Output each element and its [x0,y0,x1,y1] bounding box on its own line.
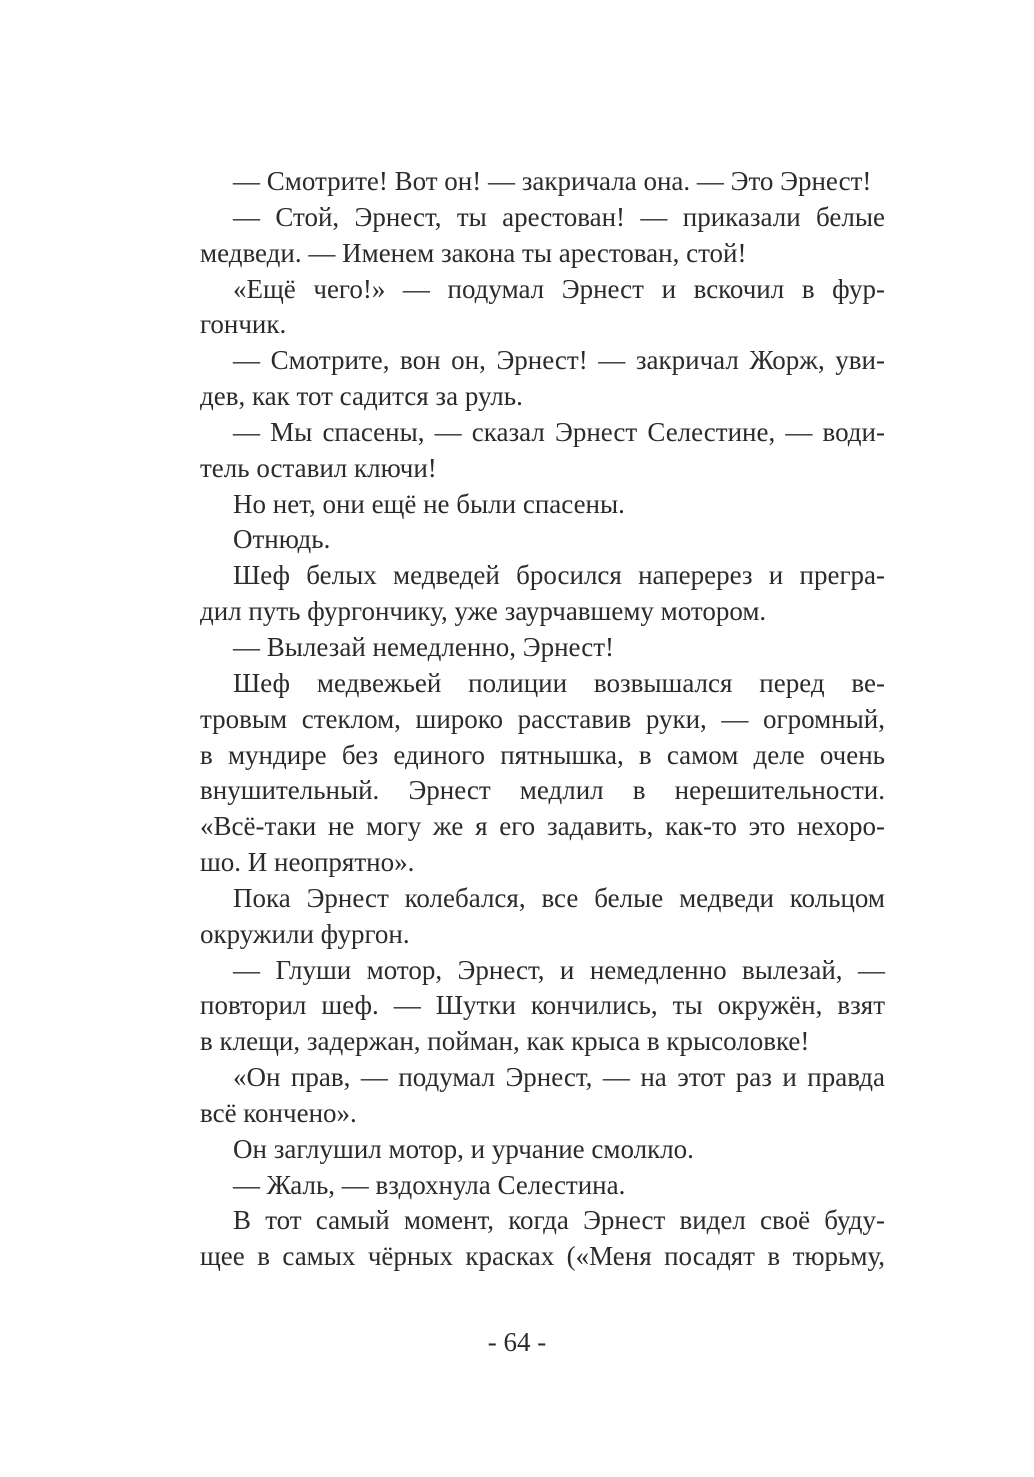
text-line: дев, как тот садится за руль. [200,381,523,412]
text-line: в клещи, задержан, пойман, как крыса в крысоловке! [200,1026,810,1057]
body-text [200,164,885,1275]
text-line: тровым стеклом, широко расставив руки, — огромный, [200,703,885,734]
text-line: окружили фургон. [200,918,410,949]
text-line: — Глуши мотор, Эрнест, и немедленно вылезай, — [233,954,885,985]
text-line: медведи. — Именем закона ты арестован, стой! [200,237,747,268]
text-line: — Жаль, — вздохнула Селестина. [233,1169,626,1200]
text-line: шо. И неопрятно». [200,847,415,878]
text-line: Он заглушил мотор, и урчание смолкло. [233,1133,694,1164]
text-line: Пока Эрнест колебался, все белые медведи кольцом [233,882,885,913]
text-line: Шеф медвежьей полиции возвышался перед ве- [233,667,885,698]
text-line: тель оставил ключи! [200,452,437,483]
text-line: внушительный. Эрнест медлил в нерешительности. [200,775,885,806]
text-line: повторил шеф. — Шутки кончились, ты окружён, взят [200,990,885,1021]
page-number: - 64 - [487,1327,547,1357]
text-line: — Смотрите, вон он, Эрнест! — закричал Жорж, уви- [233,345,885,376]
text-line: — Мы спасены, — сказал Эрнест Селестине, — води- [233,416,885,447]
text-line: «Он прав, — подумал Эрнест, — на этот раз и правда [233,1062,885,1093]
text-line: Но нет, они ещё не были спасены. [233,488,625,519]
text-line: — Стой, Эрнест, ты арестован! — приказали белые [233,201,885,232]
text-line: в мундире без единого пятнышка, в самом деле очень [200,739,885,770]
text-line: Шеф белых медведей бросился наперерез и прегра- [233,560,885,591]
text-line: «Ещё чего!» — подумал Эрнест и вскочил в фур- [233,273,885,304]
text-line: «Всё-таки не могу же я его задавить, как-то это нехоро- [200,811,885,842]
text-line: дил путь фургончику, уже заурчавшему мотором. [200,596,767,627]
text-line: всё кончено». [200,1097,357,1128]
text-line: гончик. [200,309,287,340]
text-line: — Вылезай немедленно, Эрнест! [233,631,614,662]
text-line: — Смотрите! Вот он! — закричала она. — Это Эрнест! [233,166,872,196]
text-line: щее в самых чёрных красках («Меня посадят в тюрьму, [200,1241,885,1272]
text-line: Отнюдь. [233,524,331,555]
text-line: В тот самый момент, когда Эрнест видел своё буду- [233,1205,885,1236]
